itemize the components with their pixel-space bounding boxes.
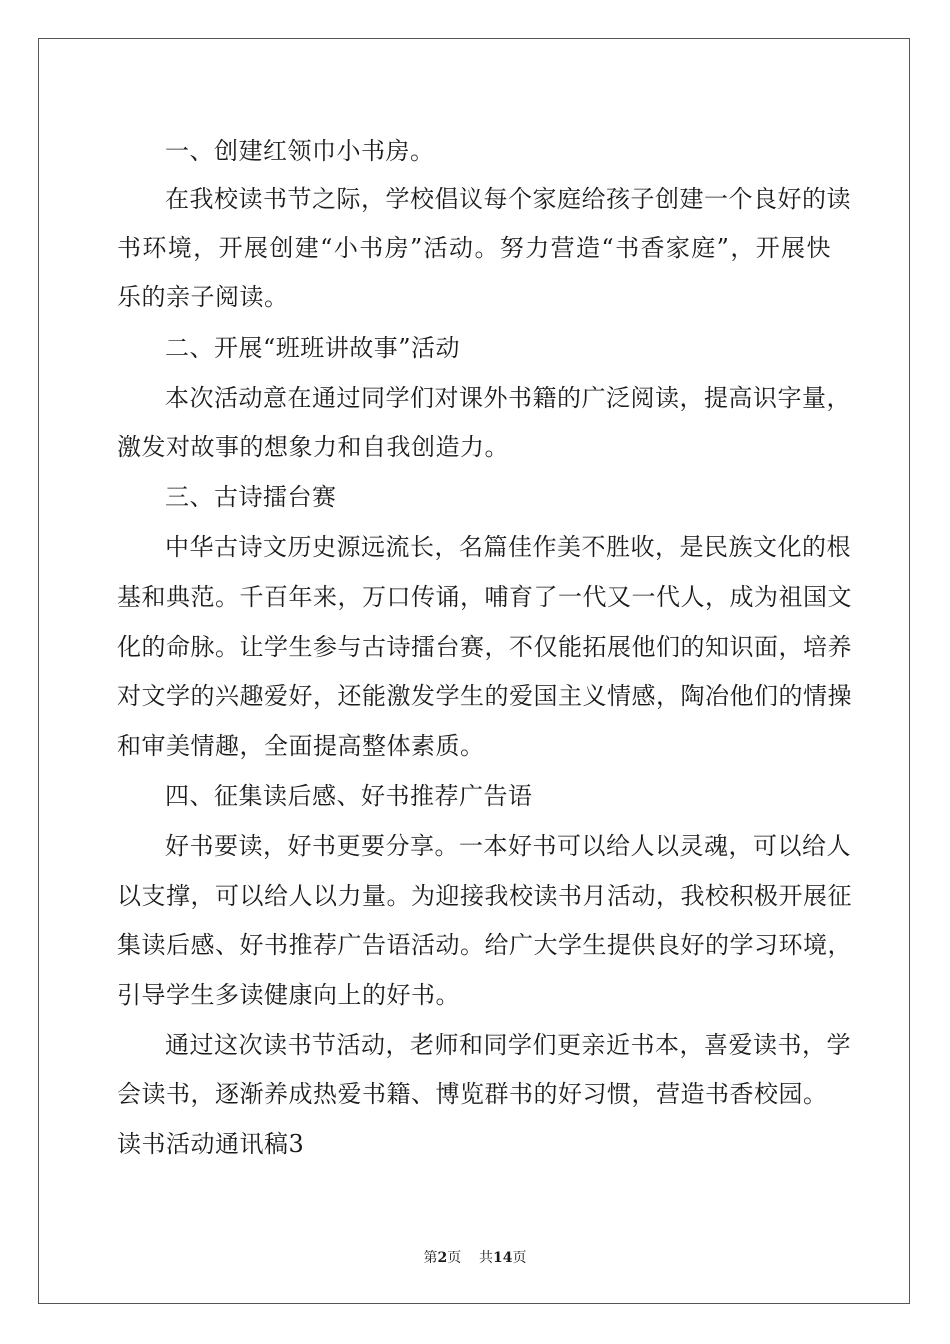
- paragraph-line: 在我校读书节之际，学校倡议每个家庭给孩子创建一个良好的读: [165, 185, 851, 213]
- section-heading-1: 一、创建红领巾小书房。: [165, 137, 435, 165]
- paragraph-line: 中华古诗文历史源远流长，名篇佳作美不胜收，是民族文化的根: [165, 533, 851, 561]
- article-title: 读书活动通讯稿3: [117, 1130, 305, 1158]
- page-footer: [0, 1249, 950, 1267]
- paragraph-line: 和审美情趣，全面提高整体素质。: [117, 732, 485, 760]
- section-heading-2: 二、开展“班班讲故事”活动: [165, 334, 461, 362]
- paragraph-line: 激发对故事的想象力和自我创造力。: [117, 433, 509, 461]
- paragraph-line: 乐的亲子阅读。: [117, 283, 289, 311]
- paragraph-line: 通过这次读书节活动，老师和同学们更亲近书本，喜爱读书，学: [165, 1031, 851, 1059]
- paragraph-line: 化的命脉。让学生参与古诗擂台赛，不仅能拓展他们的知识面，培养: [117, 633, 852, 661]
- paragraph-line: 好书要读，好书更要分享。一本好书可以给人以灵魂，可以给人: [165, 832, 851, 860]
- paragraph-line: 基和典范。千百年来，万口传诵，哺育了一代又一代人，成为祖国文: [117, 583, 852, 611]
- page-border: [38, 38, 910, 1304]
- paragraph-line: 会读书，逐渐养成热爱书籍、博览群书的好习惯，营造书香校园。: [117, 1080, 828, 1108]
- paragraph-line: 引导学生多读健康向上的好书。: [117, 981, 460, 1009]
- page-indicator: 第2页: [423, 1250, 462, 1266]
- section-heading-4: 四、征集读后感、好书推荐广告语: [165, 782, 533, 810]
- total-pages-indicator: 共14页: [479, 1250, 527, 1266]
- paragraph-line: 集读后感、好书推荐广告语活动。给广大学生提供良好的学习环境，: [117, 931, 852, 959]
- paragraph-line: 本次活动意在通过同学们对课外书籍的广泛阅读，提高识字量，: [165, 384, 851, 412]
- total-pages: 14: [493, 1250, 513, 1266]
- section-heading-3: 三、古诗擂台赛: [165, 483, 337, 511]
- paragraph-line: 书环境，开展创建“小书房”活动。努力营造“书香家庭”，开展快: [117, 234, 831, 262]
- paragraph-line: 对文学的兴趣爱好，还能激发学生的爱国主义情感，陶冶他们的情操: [117, 682, 852, 710]
- page-number: 2: [437, 1250, 448, 1266]
- paragraph-line: 以支撑，可以给人以力量。为迎接我校读书月活动，我校积极开展征: [117, 882, 852, 910]
